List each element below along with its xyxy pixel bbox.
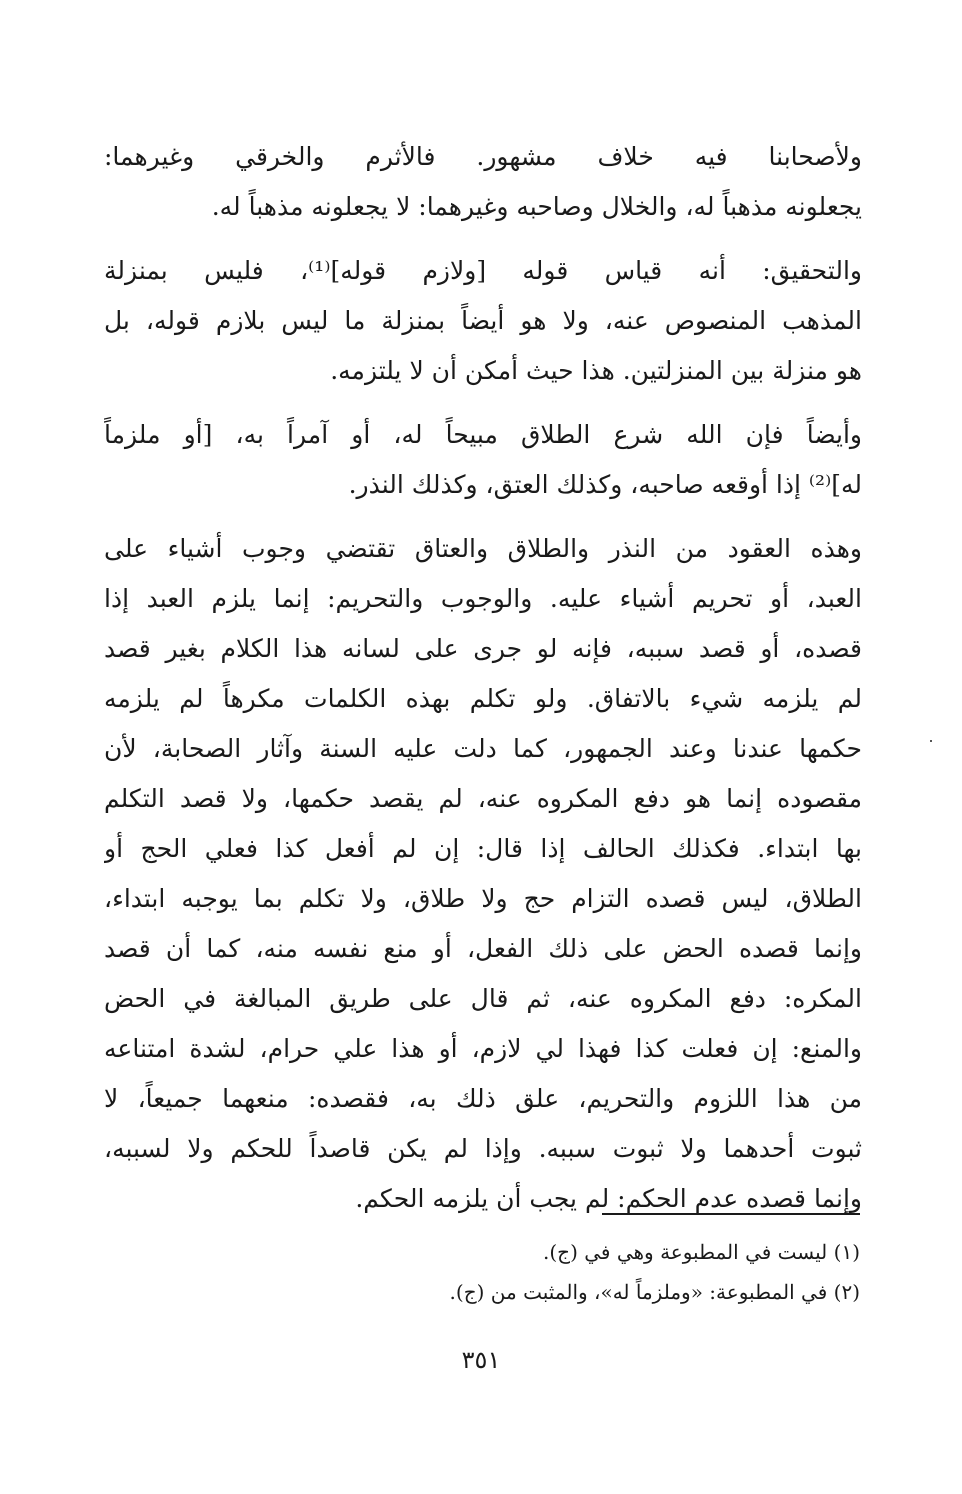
paragraph-3 — [104, 410, 862, 510]
text-line: حكمها عندنا وعند الجمهور، كما دلت عليه السنة وآثار الصحابة، لأن — [104, 734, 862, 763]
text-line: لم يلزمه شيء بالاتفاق. ولو تكلم بهذه الكلمات مكرهاً لم يلزمه — [104, 684, 862, 713]
text-line: العبد، أو تحريم أشياء عليه. والوجوب والتحريم: إنما يلزم العبد إذا — [104, 584, 862, 613]
paragraph-2 — [104, 246, 862, 396]
footnote-2: (٢) في المطبوعة: «وملزماً له»، والمثبت من (ج). — [449, 1280, 860, 1304]
text-line: ثبوت أحدهما ولا ثبوت سببه. وإذا لم يكن قاصداً للحكم ولا لسببه، — [104, 1134, 862, 1163]
text-line: هو منزلة بين المنزلتين. هذا حيث أمكن أن لا يلتزمه. — [330, 356, 862, 385]
footnote-separator — [602, 1213, 860, 1215]
text-line: المكره: دفع المكروه عنه، ثم قال على طريق المبالغة في الحض — [104, 984, 862, 1013]
text-line: وهذه العقود من النذر والطلاق والعتاق تقتضي وجوب أشياء على — [104, 534, 862, 563]
footnote-1: (١) ليست في المطبوعة وهي في (ج). — [543, 1240, 860, 1264]
text-line: ولأصحابنا فيه خلاف مشهور. فالأثرم والخرقي وغيرهما: — [104, 142, 862, 171]
text-line: والمنع: إن فعلت كذا فهذا لي لازم، أو هذا علي حرام، لشدة امتناعه — [104, 1034, 862, 1063]
text-line: وإنما قصده عدم الحكم: لم يجب أن يلزمه الحكم. — [355, 1184, 862, 1213]
text-line: قصده، أو قصد سببه، فإنه لو جرى على لسانه هذا الكلام بغير قصد — [104, 634, 862, 663]
text-line: يجعلونه مذهباً له، والخلال وصاحبه وغيرهما: لا يجعلونه مذهباً له. — [211, 192, 862, 221]
text-line: وأيضاً فإن الله شرع الطلاق مبيحاً له، أو آمراً به، [أو ملزماً — [104, 420, 862, 449]
text-line: له]⁽²⁾ إذا أوقعه صاحبه، وكذلك العتق، وكذلك النذر. — [348, 470, 862, 499]
text-line: مقصوده إنما هو دفع المكروه عنه، لم يقصد حكمها، ولا قصد التكلم — [104, 784, 862, 813]
text-line: بها ابتداء. فكذلك الحالف إذا قال: إن لم أفعل كذا فعلي الحج أو — [104, 834, 862, 863]
text-line: من هذا اللزوم والتحريم، علق ذلك به، فقصده: منعهما جميعاً، لا — [104, 1084, 862, 1113]
page-number: ٣٥١ — [461, 1346, 501, 1374]
paragraph-1 — [104, 132, 862, 232]
footnotes — [160, 1232, 860, 1312]
margin-mark — [930, 740, 932, 742]
paragraph-4 — [104, 524, 862, 1224]
text-line: وإنما قصده الحض على ذلك الفعل، أو منع نفسه منه، كما أن قصد — [104, 934, 862, 963]
text-line: المذهب المنصوص عنه، ولا هو أيضاً بمنزلة ما ليس بلازم قوله، بل — [104, 306, 862, 335]
main-text — [104, 132, 862, 1238]
text-line: والتحقيق: أنه قياس قوله [ولازم قوله]⁽¹⁾، فليس بمنزلة — [104, 256, 862, 285]
text-line: الطلاق، ليس قصده التزام حج ولا طلاق، ولا تكلم بما يوجبه ابتداء، — [104, 884, 862, 913]
